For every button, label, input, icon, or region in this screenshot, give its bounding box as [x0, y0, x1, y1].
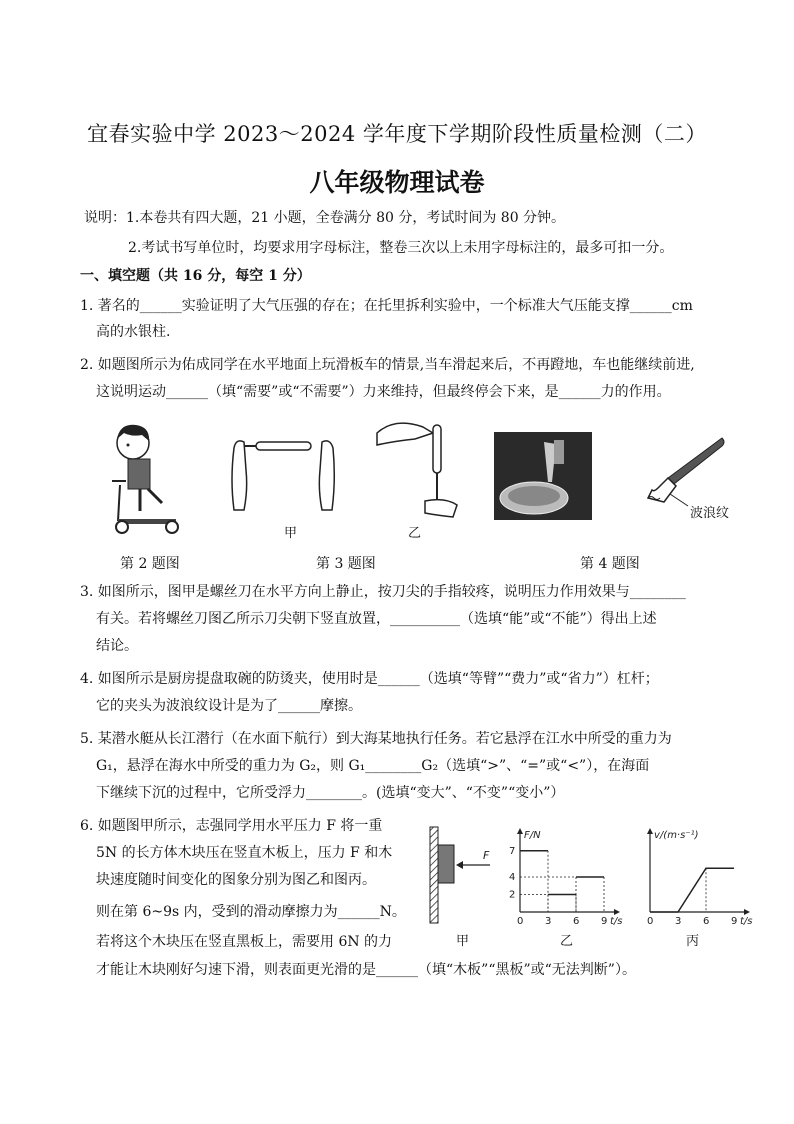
x-tick-label: 6 [573, 916, 580, 927]
y-axis-label: F/N [524, 830, 541, 841]
q6-line-6: 才能让木块刚好匀速下滑，则表面更光滑的是______（填“木板”“黑板”或“无法判断”）。 [96, 962, 636, 978]
force-time-chart [506, 828, 626, 928]
q6-figure-label-yi: 乙 [560, 934, 574, 949]
exam-title: 宜春实验中学 2023～2024 学年度下学期阶段性质量检测（二） [87, 122, 707, 146]
x-tick-label: 3 [545, 916, 552, 927]
data-line [650, 868, 734, 912]
y-tick-label: 4 [509, 872, 516, 883]
q6-figure-label-jia: 甲 [456, 934, 470, 949]
q6-line-2: 5N 的长方体木块压在竖直木板上，压力 F 和木 [96, 845, 393, 861]
x-axis-label: t/s [740, 916, 753, 927]
q6-line-3: 块速度随时间变化的图象分别为图乙和图丙。 [96, 872, 376, 888]
y-tick-label: 7 [509, 845, 516, 857]
x-axis-label: t/s [610, 916, 623, 927]
wave-pattern-label: 波浪纹 [690, 506, 730, 521]
q3-line-2: 有关。若将螺丝刀图乙所示刀尖朝下竖直放置，__________（选填“能”或“不能”）得出上述 [96, 611, 657, 627]
q3-line-3: 结论。 [96, 638, 138, 654]
q5-line-2: G₁，悬浮在海水中所受的重力为 G₂，则 G₁________G₂（选填“>”、“=”或“<”），在海面 [96, 758, 650, 774]
screwdriver-horizontal-illustration [226, 430, 341, 520]
section-heading: 一、填空题（共 16 分，每空 1 分） [80, 268, 311, 284]
y-axis-arrow [517, 828, 523, 834]
y-axis-arrow [647, 828, 653, 834]
q2-line-2: 这说明运动______（填“需要”或“不需要”）力来维持，但最终停会下来，是______力的作用。 [96, 384, 671, 400]
x-axis-arrow [744, 909, 750, 915]
exam-subtitle: 八年级物理试卷 [309, 168, 485, 197]
screwdriver-vertical-illustration [375, 413, 460, 523]
x-tick-label: 6 [703, 916, 710, 927]
q1-line-2: 高的水银柱. [96, 324, 171, 340]
anti-scald-clip-illustration [640, 432, 730, 512]
y-tick-label: 2 [509, 889, 516, 901]
x-axis-arrow [614, 909, 620, 915]
figure3-label-jia: 甲 [284, 526, 298, 541]
wall-block-diagram [428, 825, 500, 925]
force-label: F [483, 849, 490, 862]
q6-line-4: 则在第 6~9s 内，受到的滑动摩擦力为______N。 [96, 904, 406, 920]
note-line-2: 2.考试书写单位时，均要求用字母标注，整卷三次以上未用字母标注的，最多可扣一分。 [128, 240, 674, 256]
q6-line-5: 若将这个木块压在竖直黑板上，需要用 6N 的力 [96, 934, 393, 950]
figure4-caption: 第 4 题图 [580, 556, 640, 572]
y-axis-label: v/(m·s⁻¹) [654, 830, 699, 841]
x-tick-label: 0 [647, 916, 654, 927]
velocity-time-chart [636, 828, 766, 928]
q5-line-1: 5. 某潜水艇从长江潜行（在水面下航行）到大海某地执行任务。若它悬浮在江水中所受的重力为 [80, 731, 672, 747]
q2-line-1: 2. 如题图所示为佑成同学在水平地面上玩滑板车的情景,当车滑起来后，不再蹬地，车也能继续前进, [80, 357, 695, 373]
q3-line-1: 3. 如图所示，图甲是螺丝刀在水平方向上静止，按刀尖的手指较疼，说明压力作用效果与________ [80, 584, 686, 600]
q6-figure-label-bing: 丙 [686, 934, 700, 949]
q4-line-1: 4. 如图所示是厨房提盘取碗的防烫夹，使用时是______（选填“等臂”“费力”或“省力”）杠杆； [80, 671, 659, 687]
x-tick-label: 9 [731, 916, 738, 927]
q5-line-3: 下继续下沉的过程中，它所受浮力________。(选填“变大”、“不变”“变小”） [96, 785, 565, 801]
x-tick-label: 9 [601, 916, 608, 927]
note-line-1: 说明：1.本卷共有四大题，21 小题，全卷满分 80 分，考试时间为 80 分钟。 [84, 210, 566, 226]
x-tick-label: 0 [517, 916, 524, 927]
figure3-label-yi: 乙 [408, 526, 422, 541]
x-tick-label: 3 [675, 916, 682, 927]
scooter-boy-illustration [100, 415, 190, 535]
figure2-caption: 第 2 题图 [120, 556, 180, 572]
kitchen-photo-illustration [494, 432, 592, 520]
q4-line-2: 它的夹头为波浪纹设计是为了______摩擦。 [96, 698, 362, 714]
q1-line-1: 1. 著名的______实验证明了大气压强的存在；在托里拆利实验中，一个标准大气压能支撑______cm [80, 298, 693, 314]
figure3-caption: 第 3 题图 [316, 556, 376, 572]
q6-line-1: 6. 如题图甲所示，志强同学用水平压力 F 将一重 [80, 818, 383, 834]
